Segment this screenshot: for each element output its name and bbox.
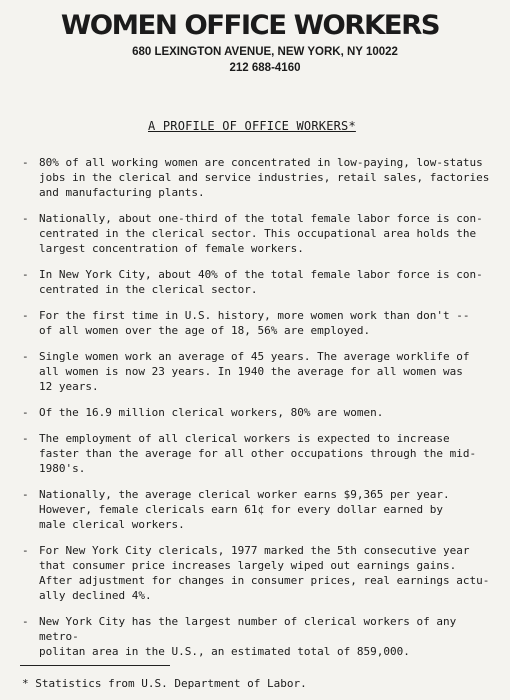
list-item-text: New York City has the largest number of clerical workers of any metro- politan area in the U.S., an estimated total of 859,000. — [39, 615, 457, 658]
list-item-text: In New York City, about 40% of the total female labor force is con- centrated in the clerical sector. — [39, 268, 483, 296]
list-item — [22, 155, 492, 200]
list-item — [22, 267, 492, 297]
list-item-text: Nationally, the average clerical worker earns $9,365 per year. However, female clericals earn 61¢ for every dollar earned by male clerical workers. — [39, 488, 450, 531]
footnote: * Statistics from U.S. Department of Labor. — [22, 677, 307, 690]
organization-address: 680 LEXINGTON AVENUE, NEW YORK, NY 10022 — [132, 46, 398, 58]
footnote-divider — [20, 665, 170, 666]
list-item-text: For the first time in U.S. history, more women work than don't -- of all women over the age of 18, 56% are employed. — [39, 309, 470, 337]
list-item-text: Of the 16.9 million clerical workers, 80% are women. — [39, 406, 384, 419]
bullet-dash: - — [22, 350, 29, 363]
organization-phone: 212 688-4160 — [229, 62, 301, 74]
bullet-dash: - — [22, 268, 29, 281]
list-item — [22, 211, 492, 256]
list-item — [22, 431, 492, 476]
bullet-dash: - — [22, 432, 29, 445]
list-item-text: The employment of all clerical workers is expected to increase faster than the average for all other occupations through the mid- 1980's. — [39, 432, 477, 475]
bullet-dash: - — [22, 488, 29, 501]
bullet-dash: - — [22, 615, 29, 628]
document-title: A PROFILE OF OFFICE WORKERS* — [148, 119, 356, 133]
list-item-text: Nationally, about one-third of the total female labor force is con- centrated in the clerical sector. This occupational area holds the largest concentration of female workers. — [39, 212, 483, 255]
list-item — [22, 543, 492, 603]
statistics-list — [22, 155, 492, 670]
list-item-text: For New York City clericals, 1977 marked the 5th consecutive year that consumer price increases largely wiped out earnings gains. After adjustment for changes in consumer prices, real earnings actu- ally declined 4%. — [39, 544, 490, 602]
list-item — [22, 487, 492, 532]
list-item-text: Single women work an average of 45 years. The average worklife of all women is now 23 years. In 1940 the average for all women was 12 years. — [39, 350, 470, 393]
bullet-dash: - — [22, 406, 29, 419]
bullet-dash: - — [22, 309, 29, 322]
bullet-dash: - — [22, 212, 29, 225]
letterhead — [60, 8, 440, 76]
list-item-text: 80% of all working women are concentrated in low-paying, low-status jobs in the clerical and service industries, retail sales, factories and manufacturing plants. — [39, 156, 490, 199]
bullet-dash: - — [22, 544, 29, 557]
list-item — [22, 405, 492, 420]
organization-name: WOMEN OFFICE WORKERS — [60, 10, 440, 41]
list-item — [22, 614, 492, 659]
bullet-dash: - — [22, 156, 29, 169]
list-item — [22, 349, 492, 394]
list-item — [22, 308, 492, 338]
